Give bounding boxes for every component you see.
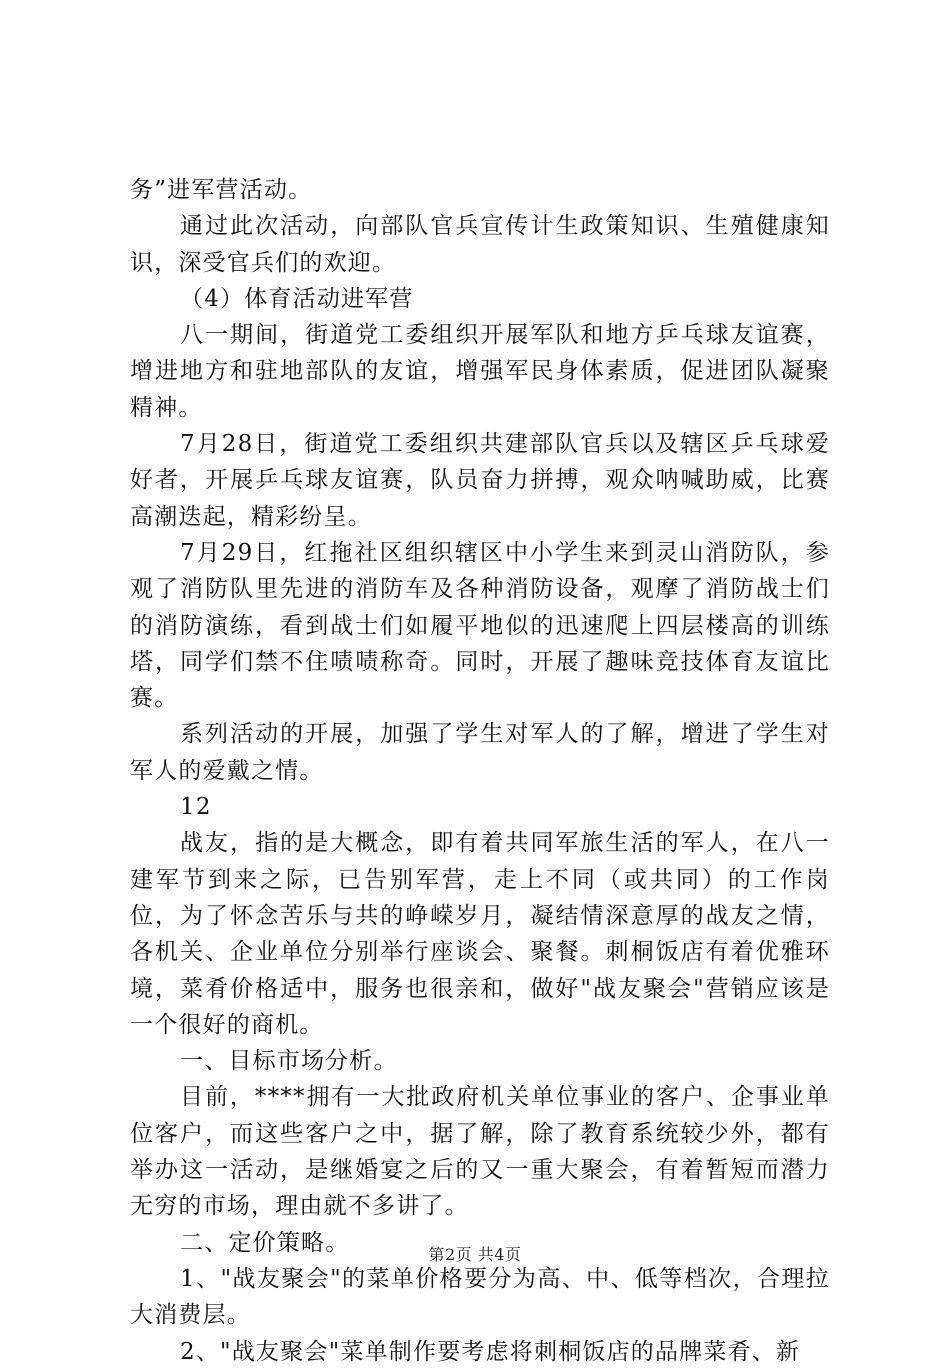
section-heading: 二、定价策略。 — [180, 1229, 350, 1256]
paragraph: 务”进军营活动。 — [130, 177, 313, 203]
paragraph: 1、"战友聚会"的菜单价格要分为高、中、低等档次，合理拉大消费层。 — [130, 1265, 830, 1329]
document-body — [130, 172, 830, 1370]
paragraph: 目前，****拥有一大批政府机关单位事业的客户、企事业单位客户，而这些客户之中，据了解，除了教育系统较少外，都有举办这一活动，是继婚宴之后的又一重大聚会，有着暂短而潜力无穷的市场，理由就不多讲了。 — [130, 1084, 830, 1220]
paragraph: 7月29日，红拖社区组织辖区中小学生来到灵山消防队，参观了消防队里先进的消防车及各种消防设备，观摩了消防战士们的消防演练，看到战士们如履平地似的迅速爬上四层楼高的训练塔，同学们禁不住啧啧称奇。同时，开展了趣味竞技体育友谊比赛。 — [130, 539, 830, 712]
section-number: 12 — [180, 794, 212, 821]
paragraph: 通过此次活动，向部队官兵宣传计生政策知识、生殖健康知识，深受官兵们的欢迎。 — [130, 213, 830, 276]
page-number-footer: 第2页 共4页 — [428, 1245, 522, 1264]
paragraph: 7月28日，街道党工委组织共建部队官兵以及辖区乒乓球爱好者，开展乒乓球友谊赛，队员奋力拼搏，观众呐喊助威，比赛高潮迭起，精彩纷呈。 — [130, 431, 830, 530]
paragraph: 八一期间，街道党工委组织开展军队和地方乒乓球友谊赛，增进地方和驻地部队的友谊，增强军民身体素质，促进团队凝聚精神。 — [130, 322, 830, 421]
section-heading: （4）体育活动进军营 — [180, 285, 414, 312]
section-heading: 一、目标市场分析。 — [180, 1048, 398, 1075]
paragraph: 战友，指的是大概念，即有着共同军旅生活的军人，在八一建军节到来之际，已告别军营，走上不同（或共同）的工作岗位，为了怀念苦乐与共的峥嵘岁月，凝结情深意厚的战友之情，各机关、企业单位分别举行座谈会、聚餐。刺桐饭店有着优雅环境，菜肴价格适中，服务也很亲和，做好"战友聚会"营销应该是一个很好的商机。 — [130, 830, 830, 1038]
paragraph: 2、"战友聚会"菜单制作要考虑将刺桐饭店的品牌菜肴、新 — [180, 1338, 801, 1365]
paragraph: 系列活动的开展，加强了学生对军人的了解，增进了学生对军人的爱戴之情。 — [130, 721, 830, 784]
